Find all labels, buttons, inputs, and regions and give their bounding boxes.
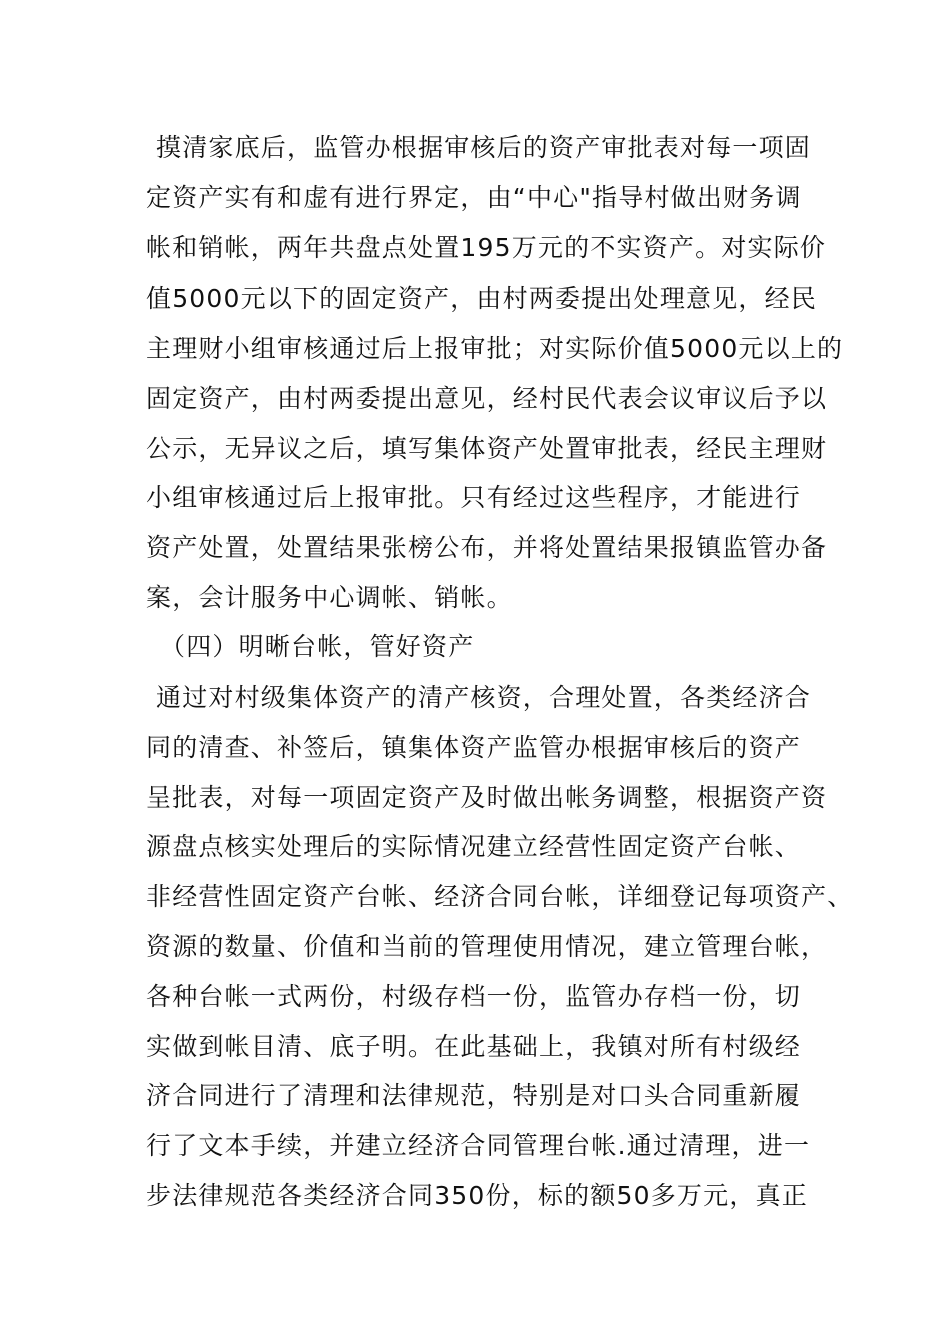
paragraph-2-line-9: 济合同进行了清理和法律规范，特别是对口头合同重新履 xyxy=(146,1081,802,1110)
paragraph-1-line-9: 资产处置，处置结果张榜公布，并将处置结果报镇监管办备 xyxy=(146,533,828,562)
paragraph-2-line-2: 同的清查、补签后，镇集体资产监管办根据审核后的资产 xyxy=(146,733,802,762)
paragraph-1-line-4: 值5000元以下的固定资产，由村两委提出处理意见，经民 xyxy=(146,284,818,313)
paragraph-2-line-11: 步法律规范各类经济合同350份，标的额50多万元，真正 xyxy=(146,1181,808,1210)
paragraph-1-line-7: 公示，无异议之后，填写集体资产处置审批表，经民主理财 xyxy=(146,434,828,463)
paragraph-2-line-5: 非经营性固定资产台帐、经济合同台帐，详细登记每项资产、 xyxy=(146,882,854,911)
paragraph-2-line-10: 行了文本手续，并建立经济合同管理台帐.通过清理，进一 xyxy=(146,1131,811,1160)
paragraph-2-line-3: 呈批表，对每一项固定资产及时做出帐务调整，根据资产资 xyxy=(146,783,828,812)
paragraph-2-line-6: 资源的数量、价值和当前的管理使用情况，建立管理台帐， xyxy=(146,932,828,961)
paragraph-2-line-8: 实做到帐目清、底子明。在此基础上，我镇对所有村级经 xyxy=(146,1032,802,1061)
paragraph-2-line-7: 各种台帐一式两份，村级存档一份，监管办存档一份，切 xyxy=(146,982,802,1011)
paragraph-2-line-1: 通过对村级集体资产的清产核资，合理处置，各类经济合 xyxy=(156,683,812,712)
section-heading: （四）明晰台帐，管好资产 xyxy=(160,632,475,661)
paragraph-1-line-2: 定资产实有和虚有进行界定，由“中心"指导村做出财务调 xyxy=(146,183,802,212)
paragraph-1-line-1: 摸清家底后，监管办根据审核后的资产审批表对每一项固 xyxy=(156,133,812,162)
paragraph-1-line-6: 固定资产，由村两委提出意见，经村民代表会议审议后予以 xyxy=(146,384,828,413)
paragraph-2-line-4: 源盘点核实处理后的实际情况建立经营性固定资产台帐、 xyxy=(146,832,802,861)
paragraph-1-line-10: 案，会计服务中心调帐、销帐。 xyxy=(146,583,513,612)
paragraph-1-line-8: 小组审核通过后上报审批。只有经过这些程序，才能进行 xyxy=(146,483,802,512)
paragraph-1-line-3: 帐和销帐，两年共盘点处置195万元的不实资产。对实际价 xyxy=(146,233,827,262)
paragraph-1-line-5: 主理财小组审核通过后上报审批；对实际价值5000元以上的 xyxy=(146,334,844,363)
